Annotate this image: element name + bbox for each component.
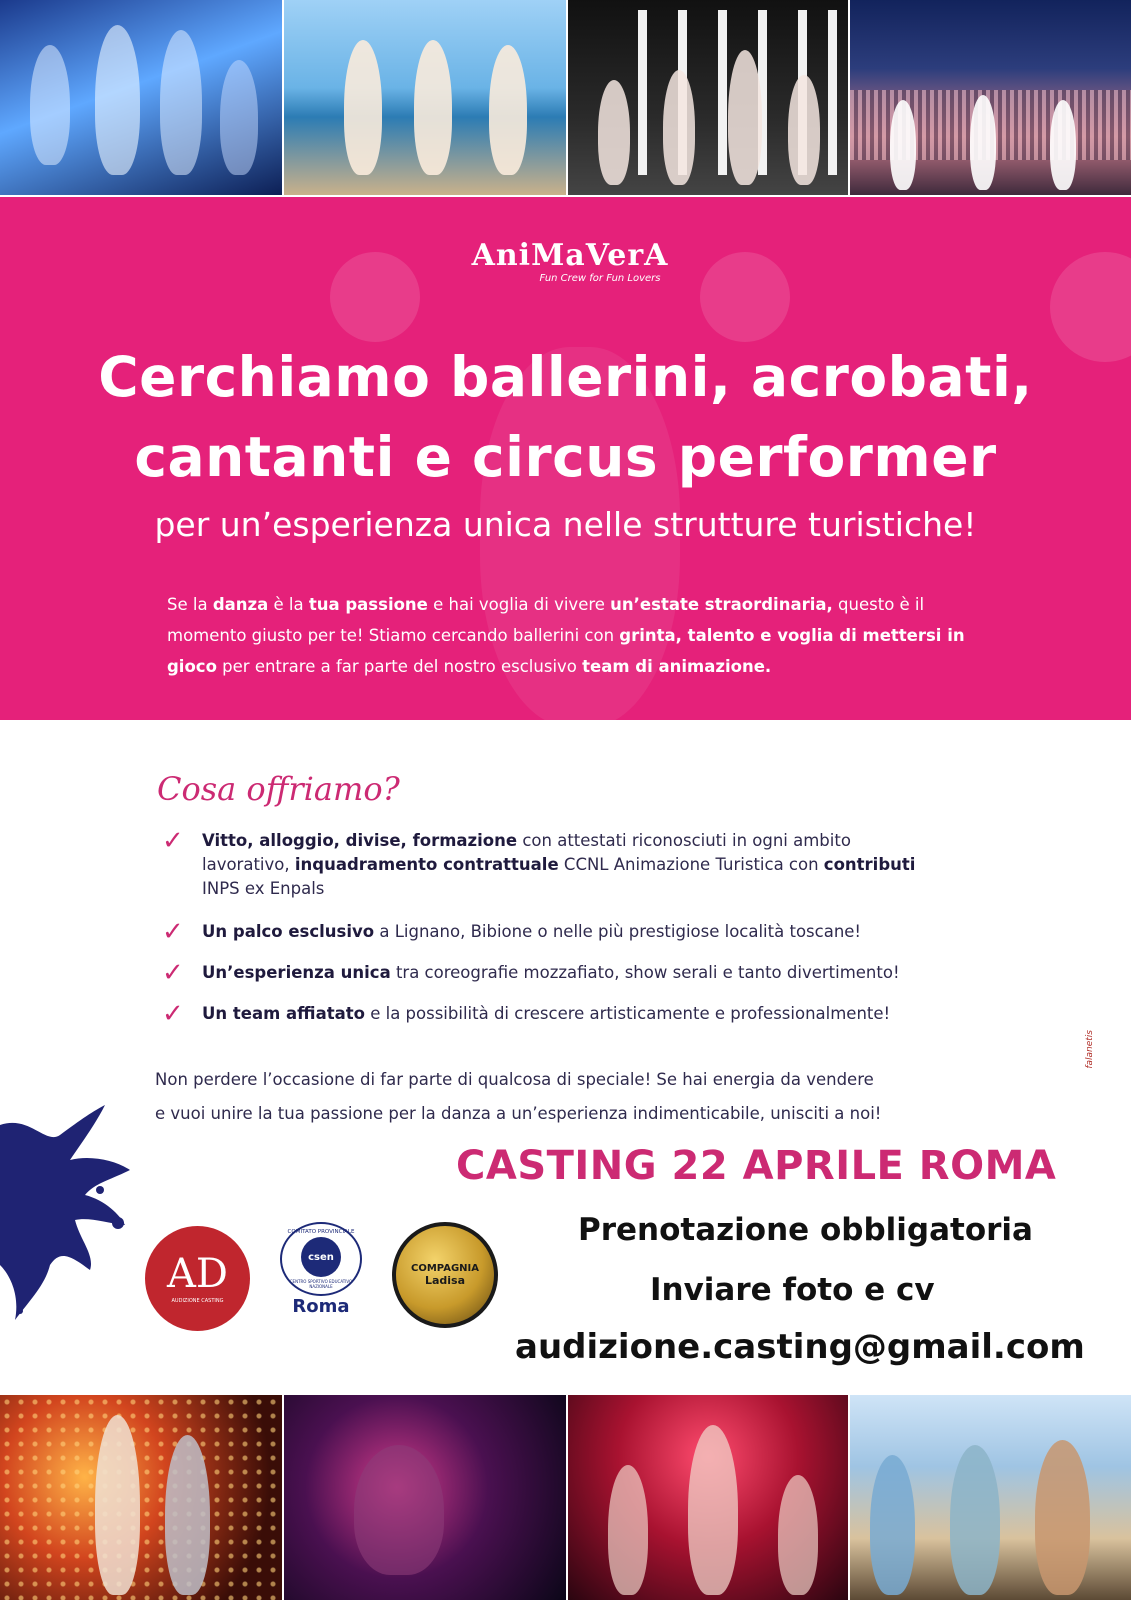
closing-line: Non perdere l’occasione di far parte di qualcosa di speciale! Se hai energia da vendere: [155, 1070, 874, 1089]
logo-tagline: Fun Crew for Fun Lovers: [539, 273, 661, 284]
csen-city: Roma: [292, 1296, 350, 1317]
offer-item: [162, 999, 992, 1029]
casting-title: CASTING 22 APRILE ROMA: [456, 1143, 1057, 1189]
offers-title: Cosa offriamo?: [157, 770, 400, 808]
closing-line: e vuoi unire la tua passione per la danza a un’esperienza indimenticabile, unisciti a noi!: [155, 1104, 882, 1123]
check-icon: ✓: [162, 958, 184, 988]
check-icon: ✓: [162, 826, 184, 856]
check-icon: ✓: [162, 999, 184, 1029]
booking-required: Prenotazione obbligatoria: [578, 1212, 1033, 1248]
headline-line-1: Cerchiamo ballerini, acrobati,: [98, 345, 1033, 409]
artist-signature: falanetis: [1085, 1030, 1095, 1069]
ad-caption: AUDIZIONE CASTING: [171, 1297, 224, 1304]
ladisa-line-2: Ladisa: [424, 1274, 466, 1287]
intro-paragraph: Se la danza è la tua passione e hai voglia di vivere un’estate straordinaria, questo è il momento giusto per te! Stiamo cercando ballerini con grinta, talento e voglia di mettersi in gioco per entrare a far parte del nostro esclusivo team di animazione.: [167, 595, 965, 676]
offer-text: Un’esperienza unica tra coreografie mozzafiato, show serali e tanto divertimento!: [202, 963, 900, 982]
offer-item: [162, 958, 992, 988]
ad-monogram: AD: [167, 1250, 228, 1297]
csen-inner-text: CENTRO SPORTIVO EDUCATIVO NAZIONALE: [289, 1279, 353, 1289]
offer-item: [162, 826, 992, 901]
closing-paragraph: [155, 1063, 975, 1131]
top-photo-strip: [0, 0, 1131, 195]
offer-text: Un palco esclusivo a Lignano, Bibione o nelle più prestigiose località toscane!: [202, 922, 862, 941]
csen-roma-logo: [280, 1222, 362, 1317]
csen-ring: [280, 1222, 362, 1296]
ladisa-line-1: COMPAGNIA: [411, 1263, 479, 1274]
offer-text: Vitto, alloggio, divise, formazione con attestati riconosciuti in ogni ambito lavorativo, inquadramento contrattuale CCNL Animazione Turistica con contributi INPS ex Enpals: [202, 831, 916, 898]
photo-dancer-silhouette-purple: [284, 1395, 566, 1600]
headline-line-2: cantanti e circus performer: [134, 425, 997, 489]
compagnia-ladisa-logo: [392, 1222, 498, 1328]
photo-stage-dancers-red: [568, 1395, 848, 1600]
paint-splash-icon: [0, 1105, 135, 1320]
photo-crowd-stage-night: [850, 0, 1131, 195]
csen-ring-text: COMITATO PROVINCIALE: [287, 1229, 355, 1235]
photo-performer-disco-lights: [0, 1395, 282, 1600]
contact-email[interactable]: audizione.casting@gmail.com: [515, 1327, 1085, 1367]
check-icon: ✓: [162, 917, 184, 947]
photo-beach-dance: [284, 0, 566, 195]
headline-line-3: per un’esperienza unica nelle strutture turistiche!: [154, 505, 977, 544]
send-photo-cv: Inviare foto e cv: [650, 1272, 935, 1308]
photo-stage-dancers-lights: [568, 0, 848, 195]
photo-stage-dancers-blue: [0, 0, 282, 195]
csen-core: csen: [301, 1237, 341, 1277]
animavera-logo: [440, 238, 700, 284]
logo-wordmark: AniMaVerA: [471, 238, 669, 273]
offer-text: Un team affiatato e la possibilità di crescere artisticamente e professionalmente!: [202, 1004, 891, 1023]
photo-beach-stage-grass-skirts: [850, 1395, 1131, 1600]
bottom-photo-strip: [0, 1395, 1131, 1600]
audizione-casting-logo: [145, 1226, 250, 1331]
offer-item: [162, 917, 992, 947]
